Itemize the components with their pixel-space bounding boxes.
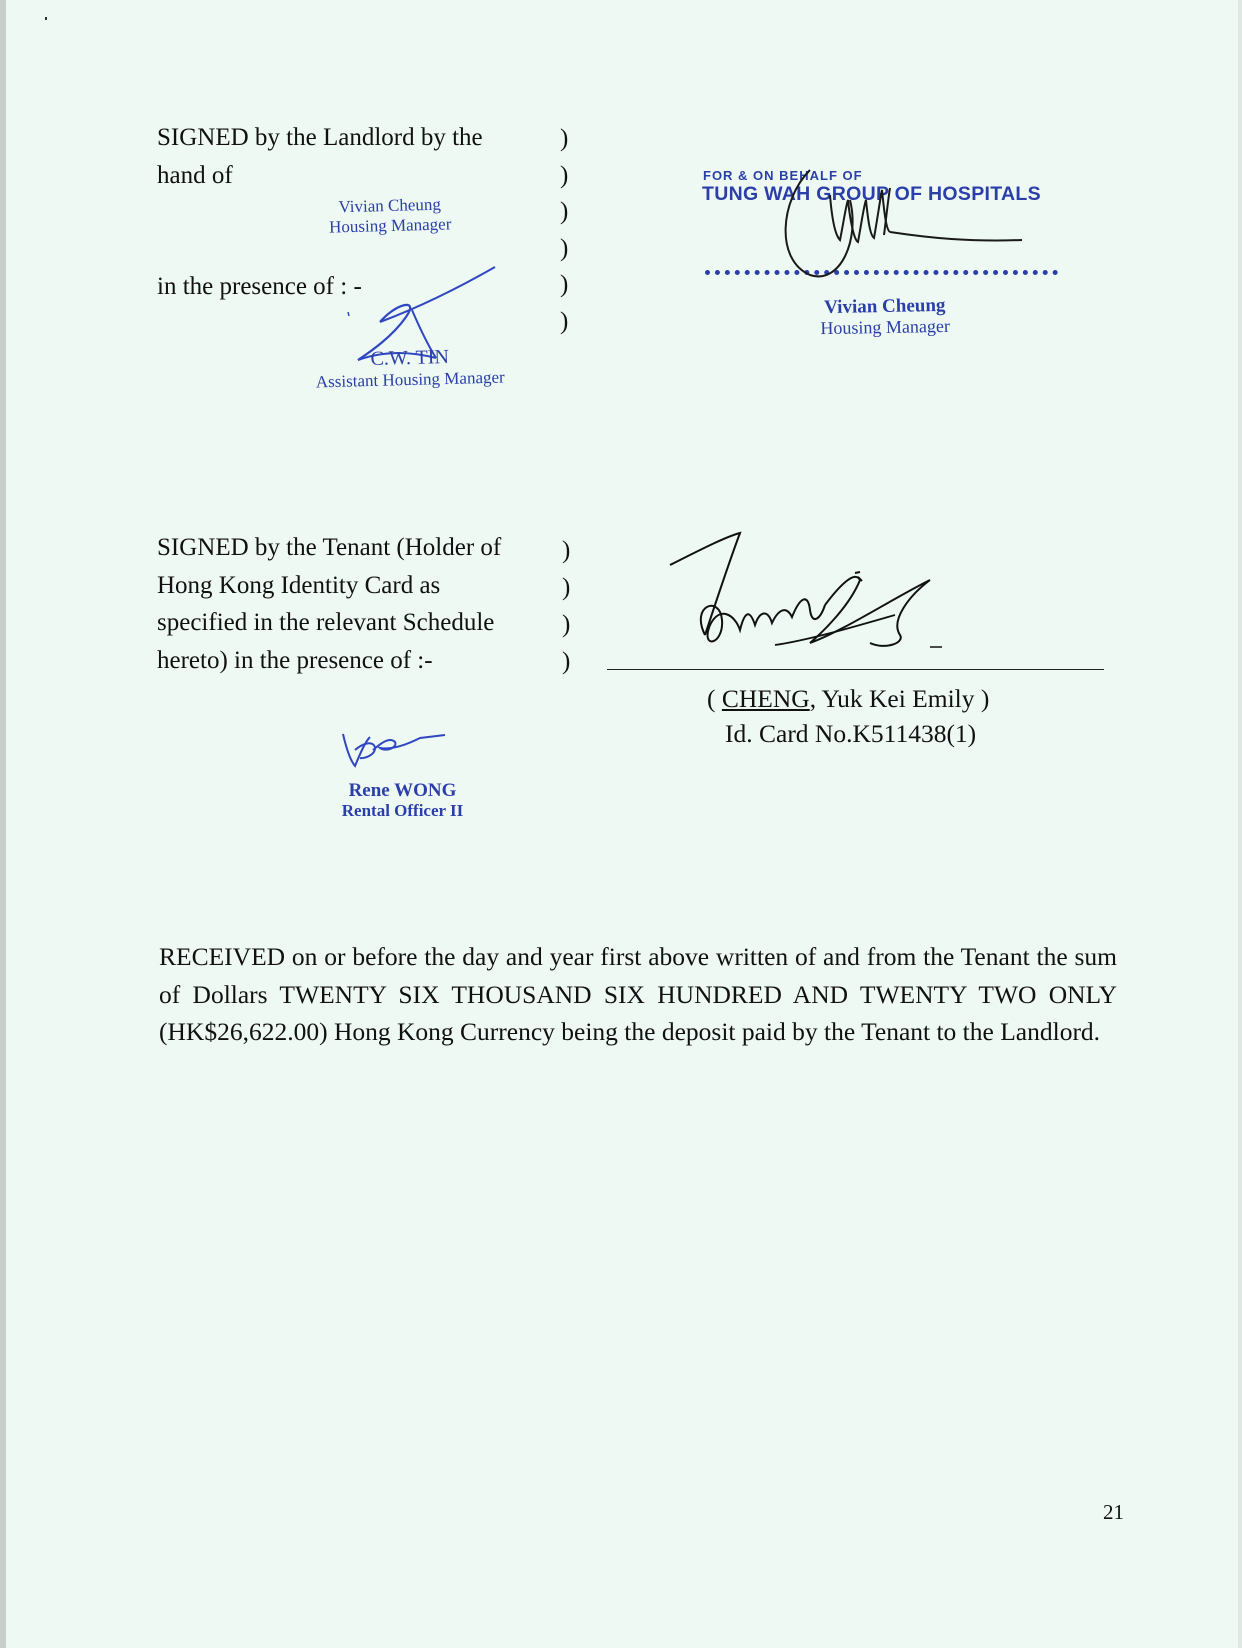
landlord-chop-name: Vivian Cheung [338,194,442,217]
tenant-signature [660,525,990,675]
landlord-paren-2: ) [560,161,569,189]
tenant-witness-title: Rental Officer II [341,801,464,820]
landlord-presence-line: in the presence of : - [157,273,362,300]
company-stamp-org-line: TUNG WAH GROUP OF HOSPITALS [702,183,1041,205]
tenant-printed-name [707,680,989,718]
page-number: 21 [1103,1500,1124,1524]
tenant-clause-line-1: SIGNED by the Tenant (Holder of [157,534,502,561]
company-stamp-small-line: FOR & ON BEHALF OF [703,168,863,183]
tenant-given-names: , Yuk Kei Emily ) [809,684,990,713]
landlord-name-chop [300,194,481,239]
tenant-witness-chop [320,781,485,821]
scan-right-edge [1238,0,1242,1648]
tenant-clause-line-4: hereto) in the presence of :- [157,646,433,674]
landlord-paren-5: ) [560,271,569,298]
company-stamp-title: Housing Manager [820,315,951,339]
tenant-id-card: Id. Card No.K511438(1) [725,719,977,748]
landlord-witness-chop [299,344,520,394]
scan-speck [45,17,47,20]
landlord-clause-line-2: hand of [157,161,233,189]
tenant-paren-2: ) [562,574,571,601]
landlord-signature [760,160,1030,290]
tenant-surname: CHENG [721,684,810,713]
tenant-paren-1: ) [562,537,571,564]
landlord-bracket-column [560,121,568,340]
company-stamp-name: Vivian Cheung [824,294,946,319]
landlord-paren-3: ) [560,198,569,225]
landlord-witness-title: Assistant Housing Manager [315,367,505,392]
tenant-clause-line-2: Hong Kong Identity Card as [157,571,441,599]
landlord-signing-clause [157,119,483,194]
tenant-witness-name: Rene WONG [348,780,457,801]
scan-left-edge [0,0,6,1648]
tenant-signing-clause [157,529,501,679]
landlord-paren-1: ) [560,125,569,152]
tenant-bracket-column [562,532,570,680]
landlord-witness-name: C.W. TIN [370,345,450,371]
landlord-clause-line-1: SIGNED by the Landlord by the [157,124,483,151]
tenant-signature-line [607,669,1104,670]
landlord-chop-title: Housing Manager [328,214,452,237]
tenant-name-open: ( [707,684,722,713]
tenant-clause-line-3: specified in the relevant Schedule [157,609,495,636]
tenant-witness-signature [340,722,450,772]
landlord-paren-4: ) [560,234,569,262]
tenant-paren-3: ) [562,611,571,638]
tenant-paren-4: ) [562,648,571,675]
company-stamp-signatory [795,295,976,338]
deposit-receipt-clause: RECEIVED on or before the day and year first above written of and from the Tenant the sum of Dollars TWENTY SIX THOUSAND SIX HUNDRED AND TWENTY TWO ONLY (HK$26,622.00) Hong Kong Currency being the deposit paid by the Tenant to the Landlord. [159,942,1117,1046]
landlord-paren-6: ) [560,307,569,335]
